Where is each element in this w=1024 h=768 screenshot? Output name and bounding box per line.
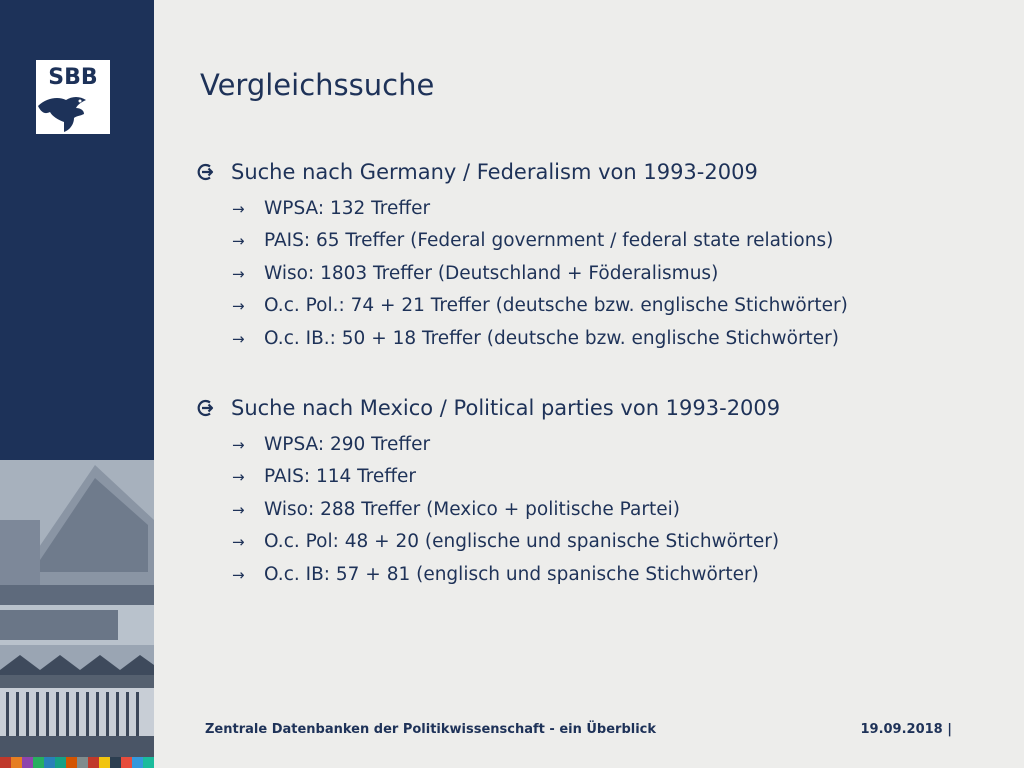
color-strip	[0, 757, 154, 768]
list-item: → PAIS: 114 Treffer	[196, 463, 996, 495]
list-item: → O.c. Pol.: 74 + 21 Treffer (deutsche bzw. englische Stichwörter)	[196, 292, 996, 324]
list-item: → WPSA: 290 Treffer	[196, 431, 996, 463]
logo-text: SBB	[48, 65, 98, 90]
list-item: → WPSA: 132 Treffer	[196, 195, 996, 227]
footer-title: Zentrale Datenbanken der Politikwissenschaft - ein Überblick	[205, 722, 657, 737]
sbb-logo	[36, 60, 110, 134]
arrow-right-icon: →	[232, 264, 245, 283]
slide-title: Vergleichssuche	[200, 68, 435, 102]
list-item: → Wiso: 1803 Treffer (Deutschland + Föderalismus)	[196, 260, 996, 292]
arrow-right-icon: →	[232, 533, 245, 552]
section-germany	[196, 157, 996, 357]
section-heading-text: Suche nach Mexico / Political parties von 1993-2009	[231, 396, 781, 420]
result-list	[196, 431, 996, 593]
arrow-right-icon: →	[232, 329, 245, 348]
section-heading-text: Suche nach Germany / Federalism von 1993-2009	[231, 160, 758, 184]
list-item: → O.c. IB: 57 + 81 (englisch und spanische Stichwörter)	[196, 561, 996, 593]
building-photo	[0, 460, 154, 760]
arrow-right-icon: →	[232, 500, 245, 519]
arrow-right-icon: →	[232, 468, 245, 487]
arrow-right-icon: →	[232, 297, 245, 316]
arrow-right-icon: →	[232, 200, 245, 218]
result-list	[196, 195, 996, 357]
footer-date: 19.09.2018 |	[860, 722, 952, 737]
arrow-right-icon: →	[232, 436, 245, 454]
section-heading	[196, 393, 996, 423]
arrow-right-icon: →	[232, 565, 245, 584]
section-heading	[196, 157, 996, 187]
list-item: → PAIS: 65 Treffer (Federal government / federal state relations)	[196, 227, 996, 259]
section-mexico	[196, 393, 996, 593]
eagle-icon	[36, 60, 110, 134]
list-item: → O.c. Pol: 48 + 20 (englische und spanische Stichwörter)	[196, 528, 996, 560]
arrow-right-icon: →	[232, 232, 245, 251]
list-item: → O.c. IB.: 50 + 18 Treffer (deutsche bzw. englische Stichwörter)	[196, 325, 996, 357]
sidebar	[0, 0, 154, 768]
circle-arrow-right-icon	[196, 398, 216, 418]
list-item: → Wiso: 288 Treffer (Mexico + politische Partei)	[196, 496, 996, 528]
circle-arrow-right-icon	[196, 162, 216, 182]
